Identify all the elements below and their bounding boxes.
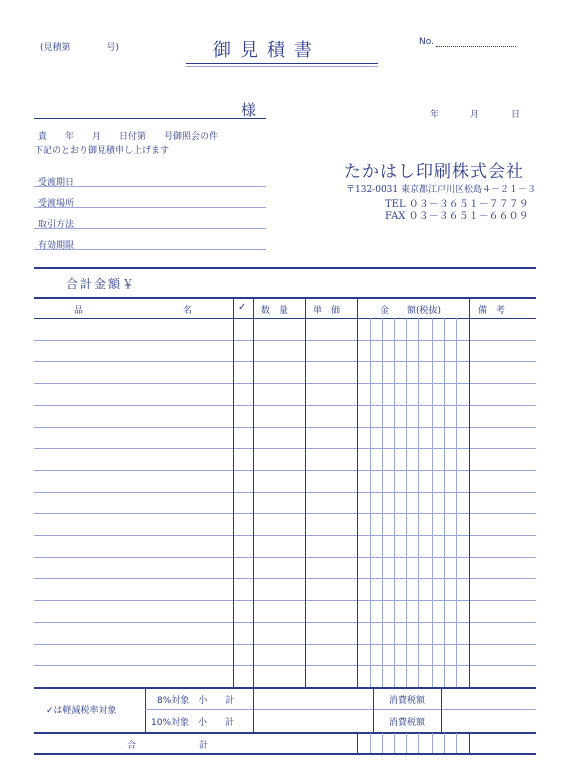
reduced-rate-note: ✓は軽減税率対象: [46, 706, 117, 716]
title-underline: [186, 63, 378, 64]
body-bottom-rule: [34, 687, 536, 689]
col-divider-qty-price: [305, 297, 306, 687]
table-row[interactable]: [34, 427, 536, 428]
no-label: No.: [419, 37, 434, 47]
total-amount-top-rule: [34, 267, 536, 269]
table-row[interactable]: [34, 340, 536, 341]
grand-total-digit-divider: [456, 733, 457, 753]
field-payment-method-line[interactable]: [34, 228, 266, 229]
company-tel: TEL ０３－３６５１－７７７９: [385, 199, 529, 210]
table-row[interactable]: [34, 513, 536, 514]
col-header-remarks: 備 考: [478, 306, 506, 316]
col-divider-price-amount: [357, 297, 358, 687]
date-year: 年: [430, 110, 440, 120]
amount-digit-divider: [382, 318, 383, 687]
subtotal-10-label: 10%対象 小 計: [151, 718, 235, 728]
col-header-unit-price: 単 価: [313, 306, 341, 316]
tax-label-2: 消費税額: [389, 718, 426, 728]
table-row[interactable]: [34, 600, 536, 601]
amount-digit-divider: [370, 318, 371, 687]
table-row[interactable]: [34, 405, 536, 406]
table-row[interactable]: [34, 383, 536, 384]
field-payment-method: 取引方法: [38, 220, 75, 230]
field-validity-line[interactable]: [34, 249, 266, 250]
field-delivery-place-line[interactable]: [34, 207, 266, 208]
field-delivery-place: 受渡場所: [38, 199, 75, 209]
col-header-amount: 金 額(税抜): [380, 306, 442, 316]
grand-total-digit-divider: [382, 733, 383, 753]
amount-digit-divider: [432, 318, 433, 687]
grand-total-digit-divider: [406, 733, 407, 753]
estimate-number-label: (見積第 号): [40, 43, 120, 53]
col-divider-name-check: [233, 297, 234, 687]
footer-divider-left: [145, 688, 146, 732]
table-row[interactable]: [34, 557, 536, 558]
subtotal-8-label: 8%対象 小 計: [157, 696, 235, 706]
date-day: 日: [511, 110, 521, 120]
subtotal-middle-rule: [145, 709, 536, 710]
field-delivery-date: 受渡期日: [38, 178, 75, 188]
company-fax: FAX ０３－３６５１－６６０９: [385, 211, 529, 222]
grand-total-label: 合 計: [127, 741, 209, 751]
grand-total-divider-right: [469, 733, 470, 753]
table-row[interactable]: [34, 578, 536, 579]
total-amount-label: 合計金額￥: [66, 277, 137, 291]
tax-label-1: 消費税額: [389, 696, 426, 706]
no-dotted-line: [436, 46, 516, 47]
col-header-check: ✓: [238, 302, 247, 313]
grand-total-bottom-rule: [34, 753, 536, 755]
grand-total-digit-divider: [432, 733, 433, 753]
grand-total-top-rule: [34, 732, 536, 734]
grand-total-digit-divider: [418, 733, 419, 753]
table-top-rule: [34, 297, 536, 299]
table-row[interactable]: [34, 535, 536, 536]
grand-total-digit-divider: [444, 733, 445, 753]
amount-digit-divider: [394, 318, 395, 687]
grand-total-digit-divider: [370, 733, 371, 753]
table-row[interactable]: [34, 644, 536, 645]
footer-divider-tax-value: [441, 688, 442, 732]
col-divider-amount-remarks: [469, 297, 470, 687]
table-row[interactable]: [34, 448, 536, 449]
inquiry-reference-line: 貴 年 月 日付第 号御照会の件: [38, 132, 219, 142]
col-header-qty: 数 量: [261, 306, 289, 316]
company-address: 〒132-0031 東京都江戸川区松島４－２１－３: [346, 185, 536, 195]
addressee-line[interactable]: [34, 118, 266, 119]
field-delivery-date-line[interactable]: [34, 186, 266, 187]
table-row[interactable]: [34, 665, 536, 666]
document-title: 御見積書: [213, 40, 321, 61]
table-row[interactable]: [34, 361, 536, 362]
header-bottom-rule: [34, 318, 536, 319]
title-underline-thin: [186, 66, 378, 67]
amount-digit-divider: [406, 318, 407, 687]
intro-text: 下記のとおり御見積申し上げます: [34, 146, 170, 156]
col-header-name: 名: [183, 306, 193, 316]
date-month: 月: [470, 110, 480, 120]
col-divider-check-qty: [253, 297, 254, 687]
amount-digit-divider: [456, 318, 457, 687]
company-name: たかはし印刷株式会社: [344, 162, 524, 182]
honorific-sama: 様: [241, 101, 257, 119]
grand-total-divider-left: [357, 733, 358, 753]
field-validity: 有効期限: [38, 241, 75, 251]
table-row[interactable]: [34, 492, 536, 493]
table-row[interactable]: [34, 470, 536, 471]
footer-divider-tax-label: [373, 688, 374, 732]
grand-total-digit-divider: [394, 733, 395, 753]
amount-digit-divider: [444, 318, 445, 687]
footer-divider-subtotal-value: [253, 688, 254, 732]
table-row[interactable]: [34, 622, 536, 623]
amount-digit-divider: [418, 318, 419, 687]
col-header-item: 品: [74, 306, 84, 316]
